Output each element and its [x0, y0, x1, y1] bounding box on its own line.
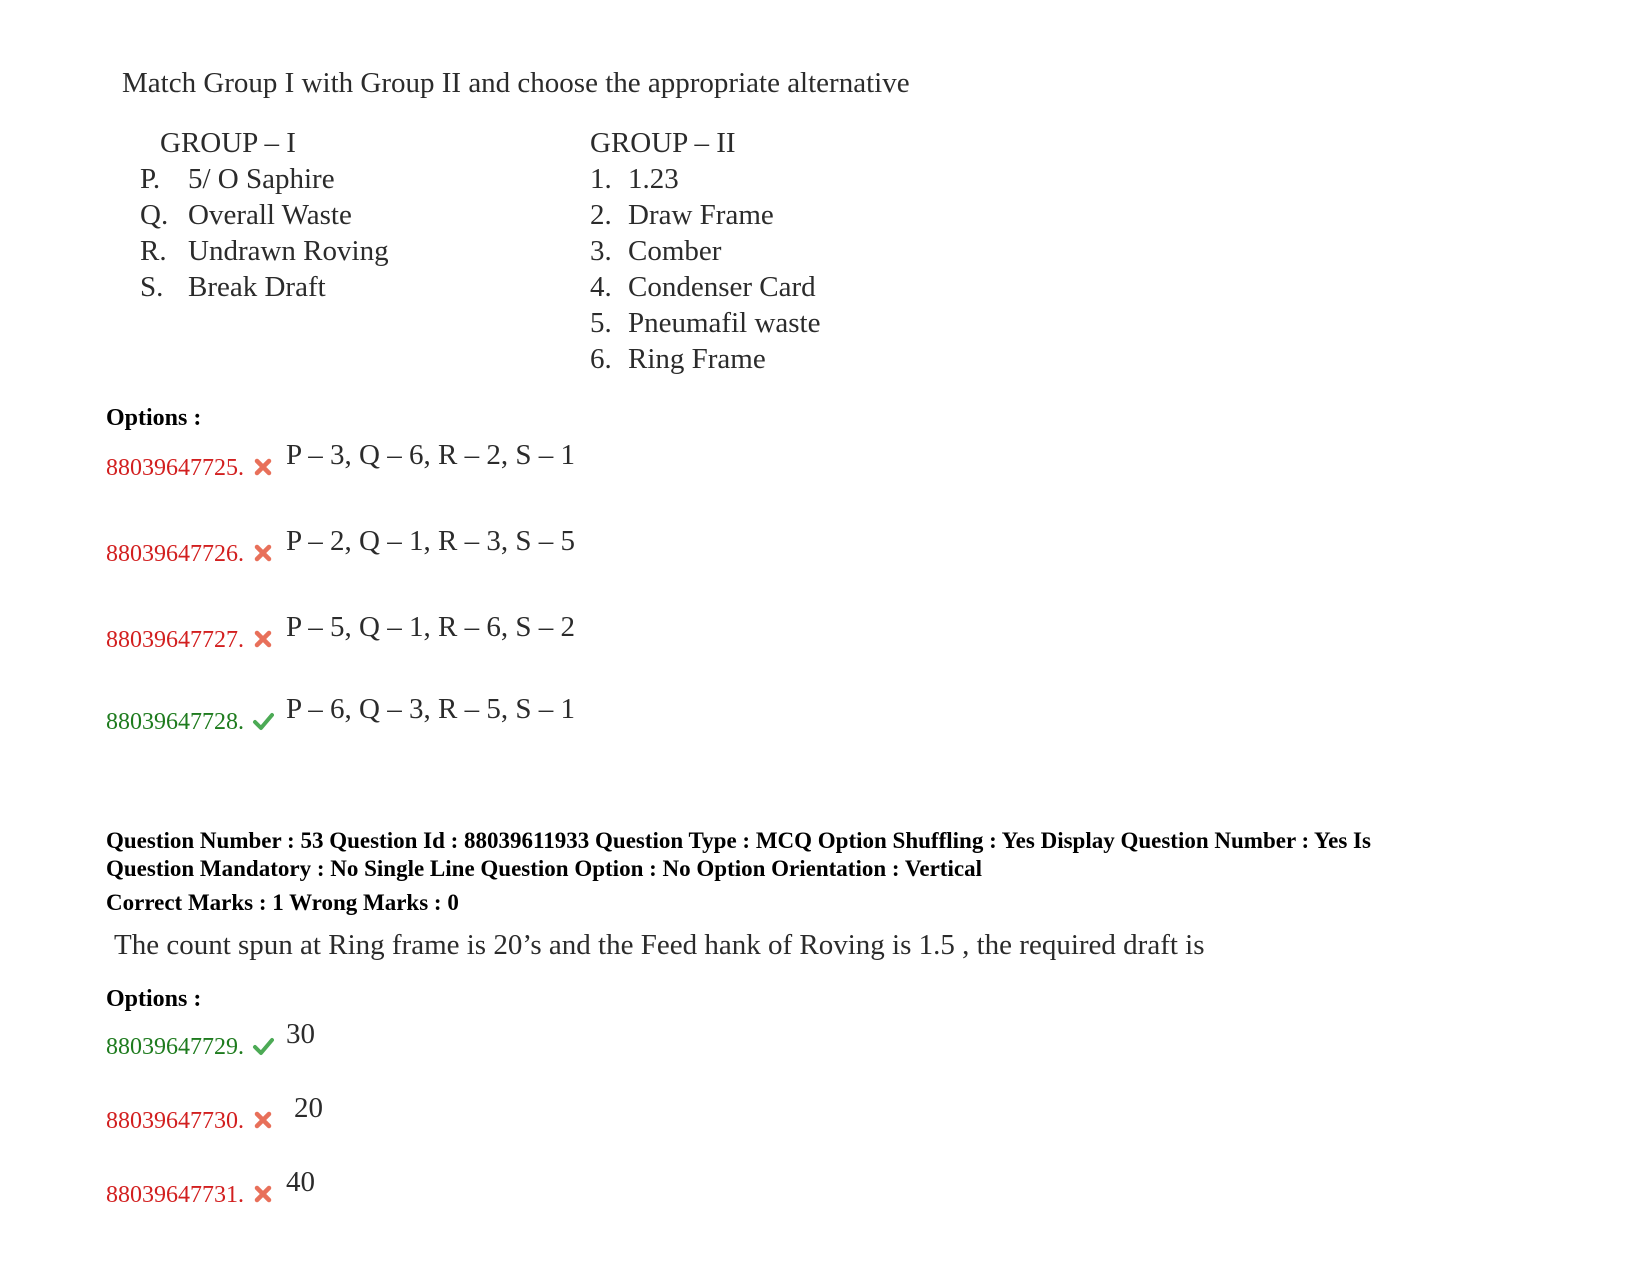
option-text: P – 3, Q – 6, R – 2, S – 1	[286, 439, 575, 471]
question-marks: Correct Marks : 1 Wrong Marks : 0	[106, 890, 459, 915]
item-key: 4.	[590, 271, 612, 303]
option-text: 40	[286, 1166, 315, 1198]
group-2-item	[590, 271, 820, 307]
item-key: P.	[140, 163, 161, 195]
group-1-item	[140, 199, 389, 235]
item-text: Ring Frame	[628, 343, 766, 375]
option-id: 88039647725.	[106, 455, 244, 481]
group-2-item	[590, 199, 820, 235]
option-text: P – 5, Q – 1, R – 6, S – 2	[286, 611, 575, 643]
group-1-item	[140, 235, 389, 271]
group-2-item	[590, 235, 820, 271]
cross-icon	[252, 1109, 274, 1131]
check-icon	[252, 1035, 274, 1057]
item-key: Q.	[140, 199, 169, 231]
group-1-header: GROUP – I	[160, 127, 296, 159]
option-row	[106, 1093, 323, 1135]
item-text: 1.23	[628, 163, 679, 195]
cross-icon	[252, 542, 274, 564]
item-key: 3.	[590, 235, 612, 267]
item-key: 1.	[590, 163, 612, 195]
option-row	[106, 694, 575, 736]
group-2-item	[590, 343, 820, 379]
item-text: Pneumafil waste	[628, 307, 821, 339]
item-key: R.	[140, 235, 167, 267]
cross-icon	[252, 456, 274, 478]
option-row	[106, 1167, 315, 1209]
question-meta-line-1: Question Number : 53 Question Id : 88039611933 Question Type : MCQ Option Shuffling : Yes Display Question Number : Yes Is	[106, 828, 1371, 853]
option-row	[106, 612, 575, 654]
group-2-header: GROUP – II	[590, 127, 736, 159]
options-label: Options :	[106, 405, 202, 431]
option-id: 88039647727.	[106, 627, 244, 653]
item-text: Undrawn Roving	[188, 235, 389, 267]
check-icon	[252, 710, 274, 732]
option-text: P – 6, Q – 3, R – 5, S – 1	[286, 693, 575, 725]
option-id: 88039647728.	[106, 709, 244, 735]
group-1-column	[140, 127, 389, 307]
question-52-prompt: Match Group I with Group II and choose the appropriate alternative	[122, 67, 910, 99]
options-label: Options :	[106, 986, 202, 1012]
item-text: Comber	[628, 235, 722, 267]
group-2-item	[590, 163, 820, 199]
item-text: Condenser Card	[628, 271, 816, 303]
cross-icon	[252, 628, 274, 650]
option-row	[106, 526, 575, 568]
option-id: 88039647731.	[106, 1182, 244, 1208]
group-2-column	[590, 127, 820, 379]
item-text: Break Draft	[188, 271, 326, 303]
option-text: 20	[294, 1092, 323, 1124]
option-row	[106, 440, 575, 482]
option-text: P – 2, Q – 1, R – 3, S – 5	[286, 525, 575, 557]
option-text: 30	[286, 1018, 315, 1050]
group-1-item	[140, 271, 389, 307]
cross-icon	[252, 1183, 274, 1205]
group-2-item	[590, 307, 820, 343]
option-row	[106, 1019, 315, 1061]
group-1-item	[140, 163, 389, 199]
item-text: Draw Frame	[628, 199, 774, 231]
question-meta-line-2: Question Mandatory : No Single Line Question Option : No Option Orientation : Vertical	[106, 856, 982, 881]
item-key: 6.	[590, 343, 612, 375]
option-id: 88039647730.	[106, 1108, 244, 1134]
item-key: 5.	[590, 307, 612, 339]
question-53-prompt: The count spun at Ring frame is 20’s and the Feed hank of Roving is 1.5 , the required draft is	[114, 929, 1205, 961]
item-text: Overall Waste	[188, 199, 352, 231]
item-text: 5/ O Saphire	[188, 163, 335, 195]
option-id: 88039647729.	[106, 1034, 244, 1060]
item-key: S.	[140, 271, 164, 303]
item-key: 2.	[590, 199, 612, 231]
option-id: 88039647726.	[106, 541, 244, 567]
